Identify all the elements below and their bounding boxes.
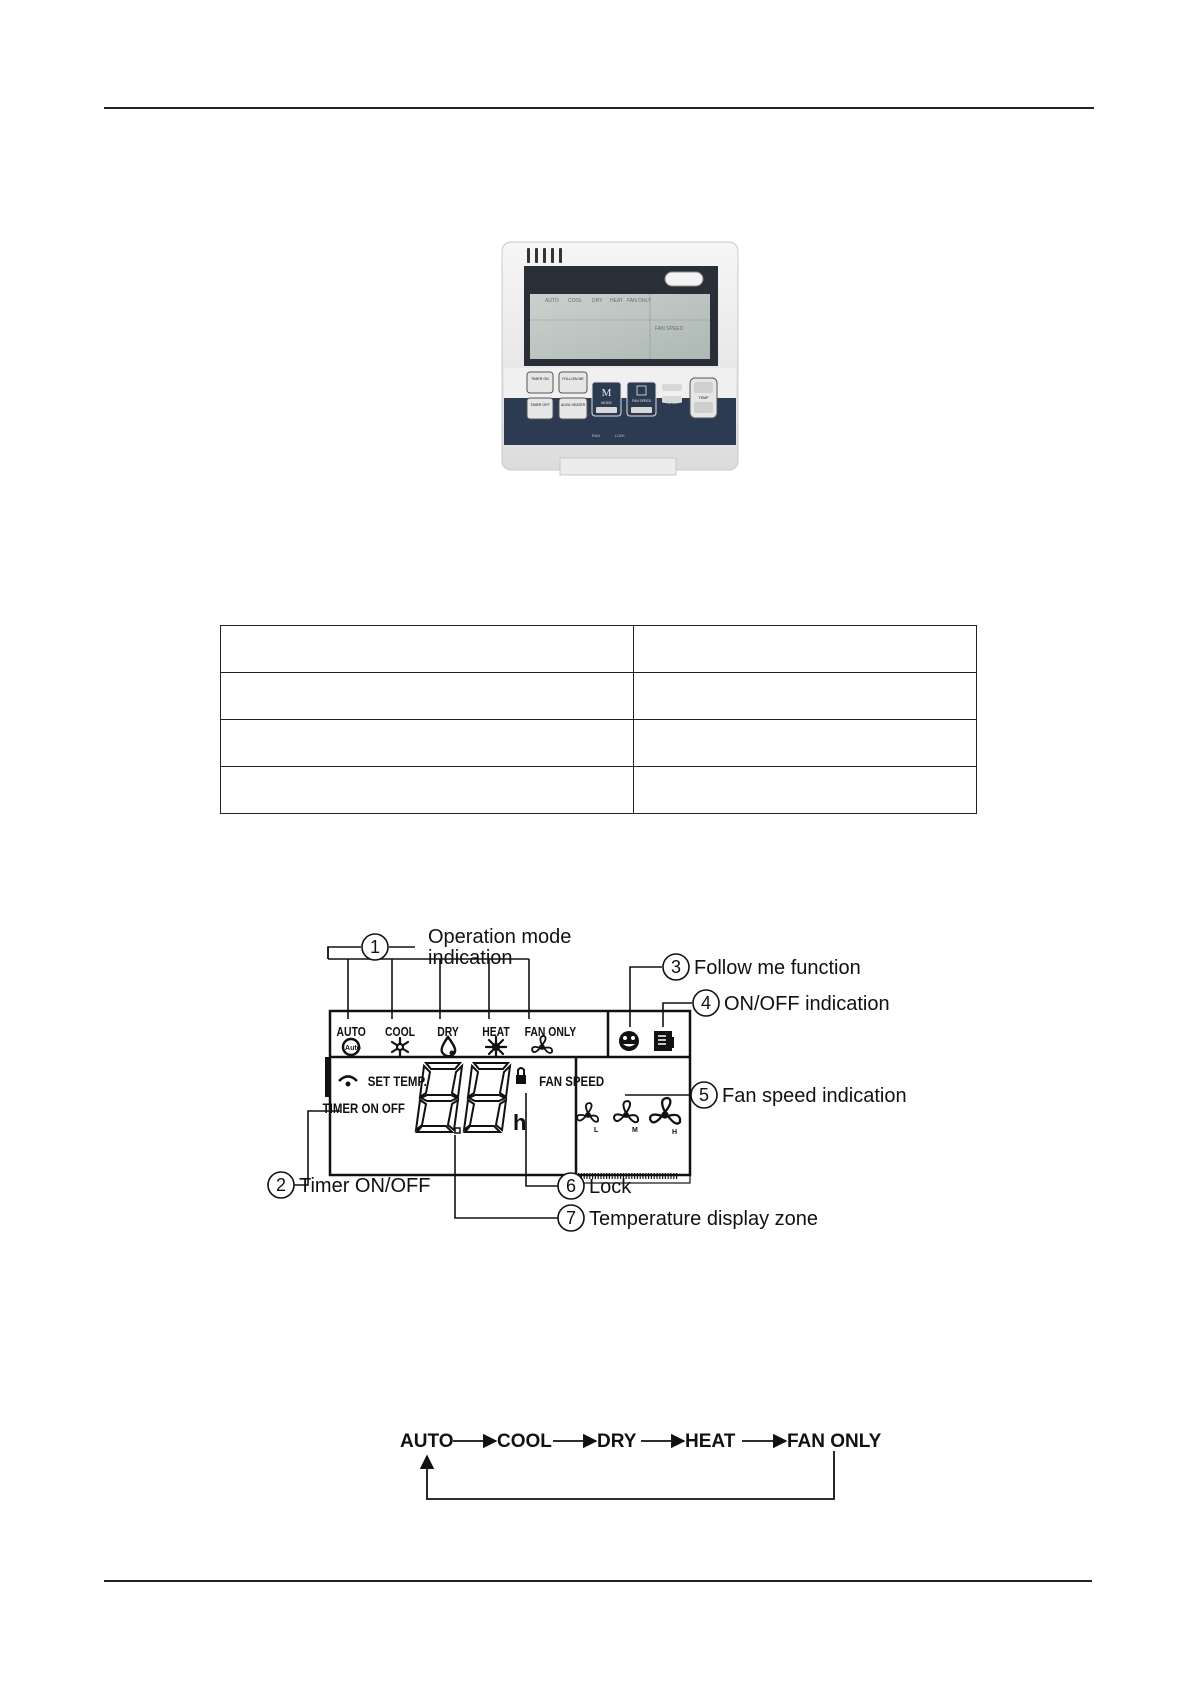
sequence-fan-only: FAN ONLY xyxy=(787,1431,882,1452)
drop-icon xyxy=(442,1037,456,1056)
follow-me-button[interactable]: FOLLOW ME xyxy=(562,377,584,381)
sequence-dry: DRY xyxy=(597,1431,637,1452)
mode-sequence-diagram xyxy=(390,1425,910,1515)
header-rule xyxy=(104,107,1094,109)
callout-number-7: 7 xyxy=(565,1208,577,1228)
callout-label-4: ON/OFF indication xyxy=(724,993,890,1015)
power-button[interactable] xyxy=(665,272,703,286)
callout-number-1: 1 xyxy=(369,937,381,957)
svg-text:H: H xyxy=(672,1129,678,1136)
lcd-timer-on-off: TIMER ON OFF xyxy=(322,1099,405,1117)
callout-label-5: Fan speed indication xyxy=(722,1085,907,1107)
run-indicator: RUN xyxy=(592,434,600,438)
mode-glyph: M xyxy=(601,387,612,399)
lcd-mode-heat: HEAT xyxy=(482,1024,510,1040)
lcd-label-cool: COOL xyxy=(568,298,583,304)
fan-medium-icon xyxy=(614,1101,638,1134)
table-cell xyxy=(221,767,634,814)
callout-label-7: Temperature display zone xyxy=(589,1208,819,1230)
temp-label: TEMP xyxy=(698,396,709,400)
lcd-mode-auto: AUTO xyxy=(336,1024,366,1040)
callout-label-2: Timer ON/OFF xyxy=(299,1175,431,1197)
lcd-label-auto: AUTO xyxy=(545,298,559,304)
table-row xyxy=(221,626,977,673)
timer-on-button[interactable]: TIMER ON xyxy=(531,377,549,381)
swing-button[interactable] xyxy=(662,396,682,403)
spec-table xyxy=(220,625,977,814)
callout-number-5: 5 xyxy=(698,1085,710,1105)
sequence-heat: HEAT xyxy=(685,1431,736,1452)
callout-label-1a: Operation mode xyxy=(428,926,572,948)
sequence-auto: AUTO xyxy=(400,1431,454,1452)
table-cell xyxy=(634,720,977,767)
lcd-label-fan-speed: FAN SPEED xyxy=(655,326,684,332)
decimal-point xyxy=(455,1128,460,1133)
lcd-hour-unit: h xyxy=(513,1110,527,1135)
lcd-set-temp: SET TEMP. xyxy=(367,1072,427,1090)
seven-segment-digit xyxy=(464,1063,510,1132)
auto-icon xyxy=(343,1039,361,1055)
snowflake-icon xyxy=(392,1038,408,1056)
svg-text:M: M xyxy=(632,1127,638,1134)
table-cell xyxy=(221,673,634,720)
wired-controller-illustration xyxy=(500,240,740,480)
wireless-icon xyxy=(339,1077,357,1087)
lcd-fan-speed: FAN SPEED xyxy=(539,1072,605,1090)
table-cell xyxy=(221,720,634,767)
auto-icon-text: Auto xyxy=(345,1045,361,1052)
callout-label-3: Follow me function xyxy=(694,957,861,979)
callout-label-1b: indication xyxy=(428,947,513,969)
table-cell xyxy=(634,767,977,814)
table-cell xyxy=(634,626,977,673)
sequence-cool: COOL xyxy=(497,1431,552,1452)
fan-speed-button[interactable]: FAN SPEED xyxy=(631,399,652,403)
follow-me-icon xyxy=(619,1031,639,1051)
lcd-label-fan-only: FAN ONLY xyxy=(627,298,652,304)
timer-off-button[interactable]: TIMER OFF xyxy=(530,403,550,407)
lcd-diagram xyxy=(275,926,940,1235)
lcd-label-dry: DRY xyxy=(592,298,603,304)
table-cell xyxy=(221,626,634,673)
lcd-label-heat: HEAT xyxy=(610,298,623,304)
auxil-heater-button[interactable]: AUXIL HEATER xyxy=(560,403,586,407)
lcd-mode-fan-only: FAN ONLY xyxy=(524,1024,577,1040)
fan-high-icon xyxy=(650,1098,680,1136)
lock-icon xyxy=(516,1068,526,1084)
lcd-mode-cool: COOL xyxy=(384,1024,416,1040)
on-off-icon xyxy=(654,1031,674,1051)
footer-rule xyxy=(104,1580,1092,1582)
eco-button[interactable] xyxy=(662,384,682,391)
seven-segment-digit xyxy=(416,1063,462,1132)
lcd-mode-dry: DRY xyxy=(437,1024,459,1040)
callout-label-6: Lock xyxy=(589,1176,632,1198)
mode-button[interactable]: MODE xyxy=(601,401,612,405)
callout-number-3: 3 xyxy=(670,957,682,977)
table-cell xyxy=(634,673,977,720)
callout-number-2: 2 xyxy=(275,1175,287,1195)
eco-label: ECO xyxy=(668,378,676,382)
lock-indicator: LOCK xyxy=(615,434,625,438)
table-row xyxy=(221,720,977,767)
table-row xyxy=(221,673,977,720)
fan-low-icon xyxy=(577,1103,599,1134)
svg-text:L: L xyxy=(594,1127,599,1134)
sun-icon xyxy=(486,1037,506,1057)
table-row xyxy=(221,767,977,814)
callout-number-4: 4 xyxy=(700,993,712,1013)
callout-number-6: 6 xyxy=(565,1176,577,1196)
